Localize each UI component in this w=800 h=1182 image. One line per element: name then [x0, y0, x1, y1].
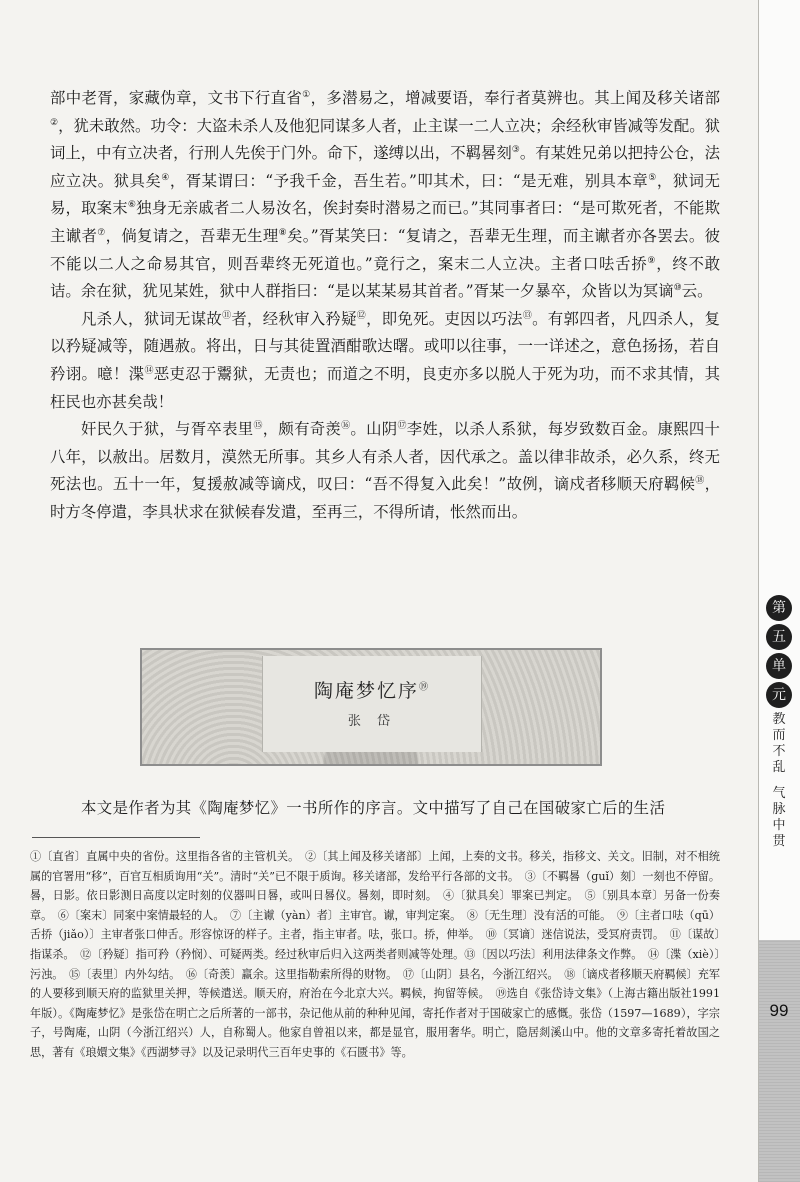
- body-paragraph: [50, 306, 720, 416]
- note-marker: ⑮: [253, 421, 263, 431]
- unit-title: [767, 712, 791, 850]
- note-marker: ④: [161, 172, 170, 183]
- note-marker: ⑪: [222, 310, 232, 321]
- body-text: [50, 85, 720, 527]
- text-run: 部中老胥，家藏伪章，文书下行直省: [50, 89, 303, 107]
- body-paragraph: [50, 85, 720, 306]
- unit-title-char: 气: [772, 786, 786, 801]
- title-panel: [262, 656, 482, 752]
- text-run: ，即免死。吏因以巧法: [366, 309, 523, 328]
- text-run: ，多潜易之，增减要语，奉行者莫辨也。其上闻及移关诸部: [310, 89, 720, 107]
- footnotes: ①〔直省〕直属中央的省份。这里指各省的主管机关。 ②〔其上闻及移关诸部〕上闻，上奏的文书。移关，指移文、关文。旧制，对不相统属的官署用“移”，百官互相质询用“关”。清时“关”已不限于质询。移关诸部，发给平行各部的文书。 ③〔不羁晷（ɡuǐ）刻〕一刻也不停留。晷，日影。依日影测日高度以定时刻的仪器叫日晷，或叫日晷仪。晷刻，即时刻。 ④〔狱具矣〕罪案已判定。 ⑤〔别具本章〕另备一份奏章。 ⑥〔案末〕同案中案情最轻的人。 ⑦〔主谳（yàn）者〕主审官。谳，审判定案。 ⑧〔无生理〕没有活的可能。 ⑨〔主者口呿（qū）舌挢（jiǎo）〕主审者张口伸舌。形容惊讶的样子。主者，指主审者。呿，张口。挢，伸举。 ⑩〔冥谪〕迷信说法，受冥府责罚。 ⑪〔谋故〕指谋杀。 ⑫〔矜疑〕指可矜（矜悯）、可疑两类。经过秋审后归入这两类者则减等处理。⑬〔因以巧法〕利用法律条文作弊。 ⑭〔渫（xiè）〕污浊。 ⑮〔表里〕内外勾结。 ⑯〔奇羡〕赢余。这里指勒索所得的财物。 ⑰〔山阴〕县名，今浙江绍兴。 ⑱〔谪戍者移顺天府羁候〕充军的人要移到顺天府的监狱里关押，等候遣送。顺天府，府治在今北京大兴。羁候，拘留等候。 ⑲选自《张岱诗文集》（上海古籍出版社1991年版）。《陶庵梦忆》是张岱在明亡之后所著的一部书，杂记他从前的种种见闻，寄托作者对于国破家亡的感慨。张岱（1597—1689），字宗子，号陶庵，山阴（今浙江绍兴）人，自称蜀人。他家自曾祖以来，都是显官，服用奢华。明亡，隐居剡溪山中。他的文章多寄托着故国之思，著有《琅嬛文集》《西湖梦寻》以及记录明代三百年史事的《石匮书》等。: [30, 850, 720, 1059]
- note-marker: ⑰: [397, 421, 407, 431]
- note-marker: ⑥: [127, 200, 137, 211]
- note-marker: ①: [302, 89, 311, 100]
- text-run: ，狱词无易，取案末: [50, 171, 720, 218]
- author-name: 张 岱: [347, 714, 397, 729]
- footnote-divider: [32, 837, 200, 838]
- text-run: ，终不敢诘。余在狱，犹见某姓，狱中人群指曰：“是以某某易其首者。”胥某一夕暴卒，众皆以为冥谪: [50, 254, 720, 301]
- text-run: 者，经秋审入矜疑: [231, 309, 357, 328]
- text-run: 独身无亲戚者二人易汝名，俟封奏时潜易之而已。”其同事者曰：“是可欺死者，不能欺主谳者: [50, 199, 720, 245]
- text-run: 奸民久于狱，与胥卒表里: [81, 420, 254, 439]
- note-marker: ③: [511, 145, 520, 156]
- text-run: ，颇有奇羡: [262, 420, 342, 439]
- note-marker: ⑫: [356, 310, 367, 321]
- unit-title-char: 中: [772, 818, 786, 833]
- unit-badges: [764, 595, 794, 711]
- text-run: 。山阴: [350, 420, 398, 439]
- title-banner: [140, 648, 602, 766]
- intro-paragraph: 本文是作者为其《陶庵梦忆》一书所作的序言。文中描写了自己在国破家亡后的生活: [81, 799, 666, 817]
- note-marker: ⑱: [695, 476, 705, 487]
- section-title-text: 陶庵梦忆序: [313, 680, 419, 702]
- text-run: ，犹未敢然。功令：大盗未杀人及他犯同谋多人者，止主谋一二人立决；余经秋审皆减等发配。狱词上，中有立决者，行刑人先俟于门外。命下，遂缚以出，不羁晷刻: [50, 116, 720, 163]
- note-marker: ⑩: [673, 283, 682, 294]
- note-marker: ⑬: [522, 310, 533, 321]
- unit-badge: 元: [766, 682, 792, 708]
- unit-title-char: 贯: [772, 834, 786, 849]
- note-marker: ②: [50, 117, 59, 128]
- unit-title-char: 不: [772, 744, 786, 759]
- unit-badge: 五: [766, 624, 792, 650]
- unit-title-gap: [767, 776, 791, 786]
- note-marker: ⑯: [341, 421, 351, 431]
- note-marker: ⑧: [278, 227, 287, 238]
- title-note-marker: ⑲: [419, 682, 431, 693]
- unit-title-char: 乱: [772, 760, 786, 775]
- text-run: ，胥某谓曰：“予我千金，吾生若。”叩其术，曰：“是无难，别具本章: [169, 171, 649, 190]
- text-run: 。有某姓兄弟以把持公仓，法应立决。狱具矣: [50, 144, 720, 190]
- unit-title-char: 脉: [772, 802, 786, 817]
- text-run: 云。: [681, 282, 713, 301]
- body-paragraph: [50, 416, 720, 526]
- unit-title-char: 教: [772, 712, 786, 727]
- section-title: [263, 676, 481, 703]
- unit-title-char: 而: [772, 728, 786, 743]
- text-run: ，倘复请之，吾辈无生理: [105, 226, 279, 245]
- page-number: 99: [769, 1001, 789, 1020]
- note-marker: ⑭: [144, 365, 154, 376]
- text-run: ，时方冬停遣，李具状求在狱候春发遣，至再三，不得所请，怅然而出。: [50, 475, 720, 521]
- text-run: 。有郭四者，凡四杀人，复以矜疑减等，随遇赦。将出，日与其徒置酒酣歌达曙。或叩以往事，一一详述之，意色扬扬，若自矜诩。噫！渫: [50, 309, 720, 383]
- text-run: 恶吏忍于鬻狱，无责也；而道之不明，良吏亦多以脱人于死为功，而不求其情，其枉民也亦甚矣哉！: [50, 364, 720, 411]
- note-marker: ⑦: [97, 227, 106, 238]
- text-run: 矣。”胥某笑曰：“复请之，吾辈无生理，而主谳者亦各罢去。彼不能以二人之命易其官，则吾辈终无死道也。”竟行之，案末二人立决。主者口呿舌挢: [50, 226, 720, 273]
- text-run: 李姓，以杀人系狱，每岁致数百金。康熙四十八年，以赦出。居数月，漠然无所事。其乡人有杀人者，因代承之。盖以律非故杀，必久系，终无死法也。五十一年，复援赦减等谪戍，叹曰：“吾不得复入此矣！”故例，谪戍者移顺天府羁候: [50, 420, 720, 494]
- note-marker: ⑤: [648, 172, 657, 183]
- page-tab: [759, 940, 800, 1182]
- unit-badge: 第: [766, 595, 792, 621]
- note-marker: ⑨: [647, 255, 657, 266]
- text-run: 凡杀人，狱词无谋故: [81, 309, 223, 328]
- unit-badge: 单: [766, 653, 792, 679]
